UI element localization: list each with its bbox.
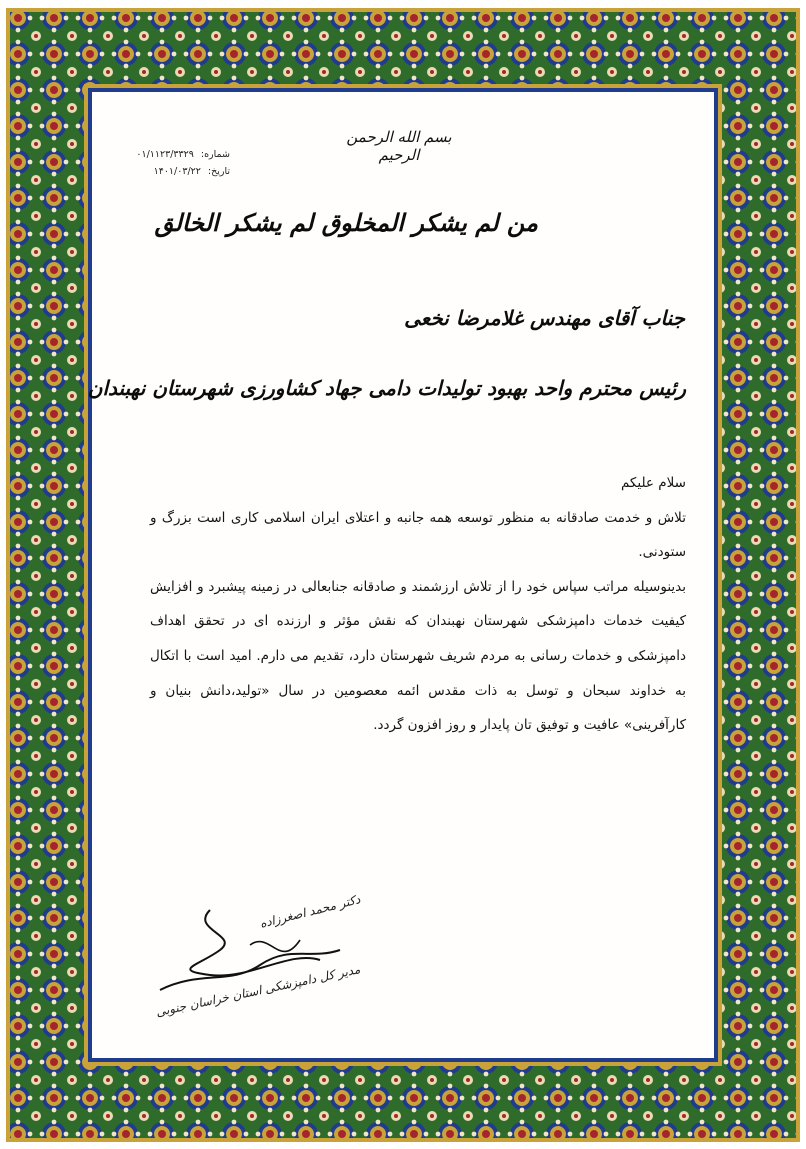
- letter-date: [118, 163, 230, 180]
- letter-body: [150, 466, 686, 743]
- bismillah-heading: بسم الله الرحمن الرحیم: [346, 128, 452, 164]
- greeting: سلام علیکم: [620, 475, 686, 491]
- date-label: تاریخ:: [207, 166, 230, 177]
- paragraph-1: تلاش و خدمت صادقانه به منظور توسعه همه جانبه و اعتلای ایران اسلامی کاری است بزرگ و ستودنی.: [150, 509, 686, 561]
- signatory-title: مدیر کل دامپزشکی استان خراسان جنوبی: [154, 962, 362, 1020]
- addressee-position: رئیس محترم واحد بهبود تولیدات دامی جهاد کشاورزی شهرستان نهبندان: [87, 376, 686, 400]
- letter-number: [118, 146, 230, 163]
- signatory-name: دکتر محمد اصغرزاده: [258, 892, 362, 931]
- paragraph-2: بدینوسیله مراتب سپاس خود را از تلاش ارزشمند و صادقانه جنابعالی در زمینه پیشبرد و افزایش کیفیت خدمات دامپزشکی شهرستان نهبندان که نقش مؤثر و ارزنده ای در تحقق اهداف دامپزشکی و خدمات رسانی به مردم شریف شهرستان دارد، تقدیم می دارم. امید است با اتکال به خداوند سبحان و توسل به ذات مقدس ائمه معصومین در سال «تولید،دانش بنیان و کارآفرینی» عافیت و توفیق تان پایدار و روز افزون گردد.: [150, 578, 686, 734]
- addressee-name: جناب آقای مهندس غلامرضا نخعی: [404, 306, 685, 330]
- number-value: ۰۱/۱۱۲۳/۳۳۲۹: [136, 149, 194, 160]
- number-label: شماره:: [200, 149, 230, 160]
- letter-meta: [118, 146, 230, 180]
- date-value: ۱۴۰۱/۰۳/۲۲: [153, 166, 201, 177]
- motto-heading: من لم یشکر المخلوق لم یشکر الخالق: [154, 208, 538, 237]
